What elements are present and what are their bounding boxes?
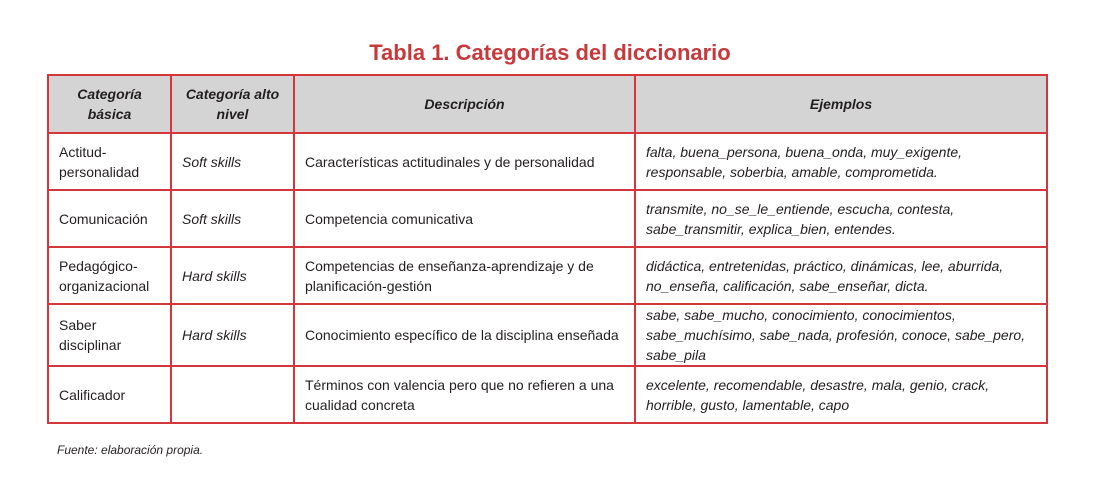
table-title: Tabla 1. Categorías del diccionario: [369, 40, 731, 65]
cell-ejemplos: transmite, no_se_le_entiende, escucha, contesta, sabe_transmitir, explica_bien, entendes.: [635, 190, 1047, 247]
header-categoria-basica: Categoría básica: [48, 75, 171, 133]
cell-categoria-basica: Saber disciplinar: [48, 304, 171, 366]
cell-categoria-basica: Comunicación: [48, 190, 171, 247]
cell-descripcion: Competencias de enseñanza-aprendizaje y de planificación-gestión: [294, 247, 635, 304]
cell-categoria-basica: Actitud-personalidad: [48, 133, 171, 190]
cell-categoria-alto-nivel: Hard skills: [171, 247, 294, 304]
table-source-note: Fuente: elaboración propia.: [57, 443, 204, 457]
header-descripcion: Descripción: [294, 75, 635, 133]
table-row: [48, 247, 1047, 304]
cell-descripcion: Competencia comunicativa: [294, 190, 635, 247]
table-row: [48, 133, 1047, 190]
cell-descripcion: Características actitudinales y de personalidad: [294, 133, 635, 190]
table-row: [48, 304, 1047, 366]
cell-ejemplos: didáctica, entretenidas, práctico, dinámicas, lee, aburrida, no_enseña, calificación, sabe_enseñar, dicta.: [635, 247, 1047, 304]
header-ejemplos: Ejemplos: [635, 75, 1047, 133]
cell-ejemplos: excelente, recomendable, desastre, mala, genio, crack, horrible, gusto, lamentable, capo: [635, 366, 1047, 423]
cell-ejemplos: falta, buena_persona, buena_onda, muy_exigente, responsable, soberbia, amable, comprometida.: [635, 133, 1047, 190]
cell-descripcion: Conocimiento específico de la disciplina enseñada: [294, 304, 635, 366]
cell-ejemplos: sabe, sabe_mucho, conocimiento, conocimientos, sabe_muchísimo, sabe_nada, profesión, conoce, sabe_pero, sabe_pila: [635, 304, 1047, 366]
cell-categoria-alto-nivel: Hard skills: [171, 304, 294, 366]
table-row: [48, 190, 1047, 247]
cell-categoria-alto-nivel: Soft skills: [171, 133, 294, 190]
table-header-row: [48, 75, 1047, 133]
cell-categoria-alto-nivel: Soft skills: [171, 190, 294, 247]
cell-categoria-basica: Pedagógico-organizacional: [48, 247, 171, 304]
cell-categoria-basica: Calificador: [48, 366, 171, 423]
table-row: [48, 366, 1047, 423]
dictionary-table: [47, 74, 1048, 424]
cell-categoria-alto-nivel: [171, 366, 294, 423]
cell-descripcion: Términos con valencia pero que no refieren a una cualidad concreta: [294, 366, 635, 423]
header-categoria-alto-nivel: Categoría alto nivel: [171, 75, 294, 133]
